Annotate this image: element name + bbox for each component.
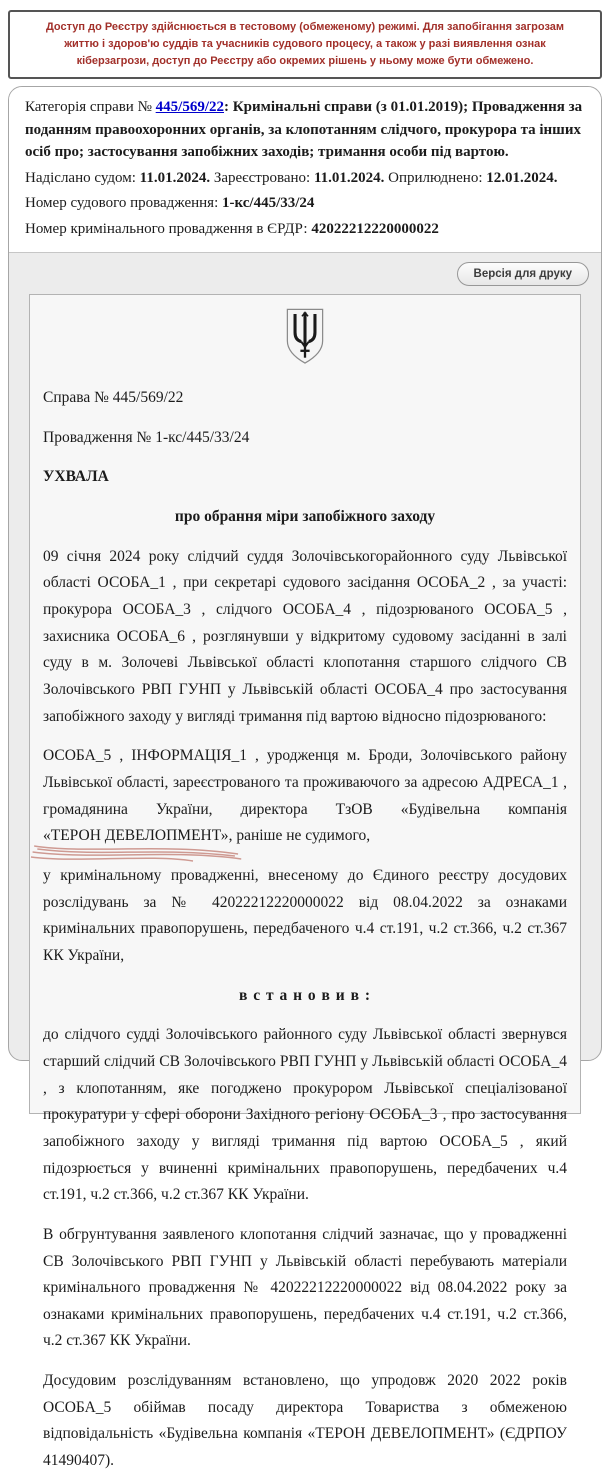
paragraph-suspect — [43, 743, 567, 850]
proceeding-number: 1-кс/445/33/24 — [222, 195, 315, 212]
proceeding-number-line: Провадження № 1-кс/445/33/24 — [43, 428, 250, 446]
ukraine-trident-emblem — [282, 307, 328, 367]
case-category-text: : Кримінальні справи (з 01.01.2019); Провадження за поданням правоохоронних органів, за клопотанням слідчого, прокурора та інших осіб про; застосування запобіжних заходів; тримання особи під вартою. — [25, 99, 583, 161]
case-info-section — [9, 87, 601, 253]
established-heading: в с т а н о в и в : — [238, 986, 371, 1004]
dates-line — [25, 167, 585, 190]
document-title: УХВАЛА — [43, 468, 109, 486]
erdr-label: Номер кримінального провадження в ЄРДР: — [25, 220, 312, 237]
paragraph-intro: 09 січня 2024 року слідчий суддя Золочівськогорайонного суду Львівської області ОСОБА_1 , при секретарі судового засідання ОСОБА_2 , за участі: прокурора ОСОБА_3 , слідчого ОСОБА_4 , підозрюваного ОСОБА_5 , захисника ОСОБА_6 , розглянувши у відкритому судовому засіданні в залі суду в м. Золочеві Львівської області клопотання старшого слідчого СВ Золочівського РВП ГУНП у Львівській області ОСОБА_4 про застосування запобіжного заходу у вигляді тримання під вартою відносно підозрюваного: — [43, 547, 567, 725]
print-version-button[interactable]: Версія для друку — [457, 262, 589, 286]
paragraph-justification: В обгрунтування заявленого клопотання слідчий зазначає, що у провадженні СВ Золочівського РВП ГУНП у Львівській області перебувають матеріали кримінального провадження № 42022212220000022 від 08.04.2022 року за ознаками кримінальних правопорушень, передбачених ч.4 ст.191, ч.2 ст.366, ч.2 ст.367 КК України. — [43, 1225, 567, 1350]
case-number-line: Справа № 445/569/22 — [43, 389, 184, 407]
case-category-label: Категорія справи № — [25, 99, 156, 116]
sent-label: Надіслано судом: — [25, 169, 140, 186]
suspect-text-after: , раніше не судимого, — [228, 827, 371, 845]
emblem-wrap — [43, 307, 567, 372]
published-label: Оприлюднено: — [384, 169, 487, 186]
paragraph-erdr: у кримінальному провадженні, внесеному до Єдиного реєстру досудових розслідувань за № 42022212220000022 від 08.04.2022 за ознаками кримінальних правопорушень, передбаченого ч.4 ст.191, ч.2 ст.366, ч.2 ст.367 КК України, — [43, 866, 567, 964]
paragraph-motion: до слідчого судді Золочівського районного суду Львівської області звернувся старший слідчий СВ Золочівського РВП ГУНП у Львівській області ОСОБА_4 , з клопотанням, яке погоджено прокурором Львівської спеціалізованої прокуратури у сфері оборони Західного регіону ОСОБА_3 , про застосування запобіжного заходу у вигляді тримання під вартою ОСОБА_5 , який підозрюється у вчиненні кримінальних правопорушень, передбачених ч.4 ст.191, ч.2 ст.366, ч.2 ст.367 КК України. — [43, 1026, 567, 1204]
decision-document — [29, 294, 581, 1470]
paragraph-pretrial: Досудовим розслідуванням встановлено, що упродовж 2020 2022 років ОСОБА_5 обіймав посаду директора Товариства з обмеженою відповідальність «Будівельна компанія «ТЕРОН ДЕВЕЛОПМЕНТ» (ЄДРПОУ 41490407). — [43, 1372, 567, 1470]
document-subtitle: про обрання міри запобіжного заходу — [174, 508, 436, 526]
erdr-number: 42022212220000022 — [311, 220, 439, 237]
registered-date: 11.01.2024. — [313, 169, 385, 186]
case-category-line — [25, 96, 585, 164]
company-name-text: «ТЕРОН ДЕВЕЛОПМЕНТ» — [43, 827, 229, 845]
registered-label: Зареєстровано: — [210, 169, 314, 186]
court-proceeding-number-line — [25, 192, 585, 215]
registry-panel — [8, 86, 602, 1470]
toolbar — [9, 253, 601, 294]
erdr-number-line — [25, 218, 585, 241]
sent-date: 11.01.2024. — [139, 169, 211, 186]
test-mode-warning: Доступ до Реєстру здійснюється в тестовому (обмеженому) режимі. Для запобігання загрозам життю і здоров'ю суддів та учасників судового процесу, а також у разі виявлення ознак кіберзагрози, доступ до Реєстру або окремих рішень у ньому може бути обмежено. — [8, 10, 602, 79]
suspect-text-before: ОСОБА_5 , ІНФОРМАЦІЯ_1 , уродженця м. Броди, Золочівського району Львівської області, зареєстрованого та проживаючого за адресою АДРЕСА_1 , громадянина України, директора ТзОВ «Будівельна компанія — [43, 747, 567, 818]
published-date: 12.01.2024. — [486, 169, 558, 186]
proceeding-label: Номер судового провадження: — [25, 195, 222, 212]
case-number-link[interactable]: 445/569/22 — [155, 99, 224, 116]
marked-company-name — [43, 827, 229, 844]
